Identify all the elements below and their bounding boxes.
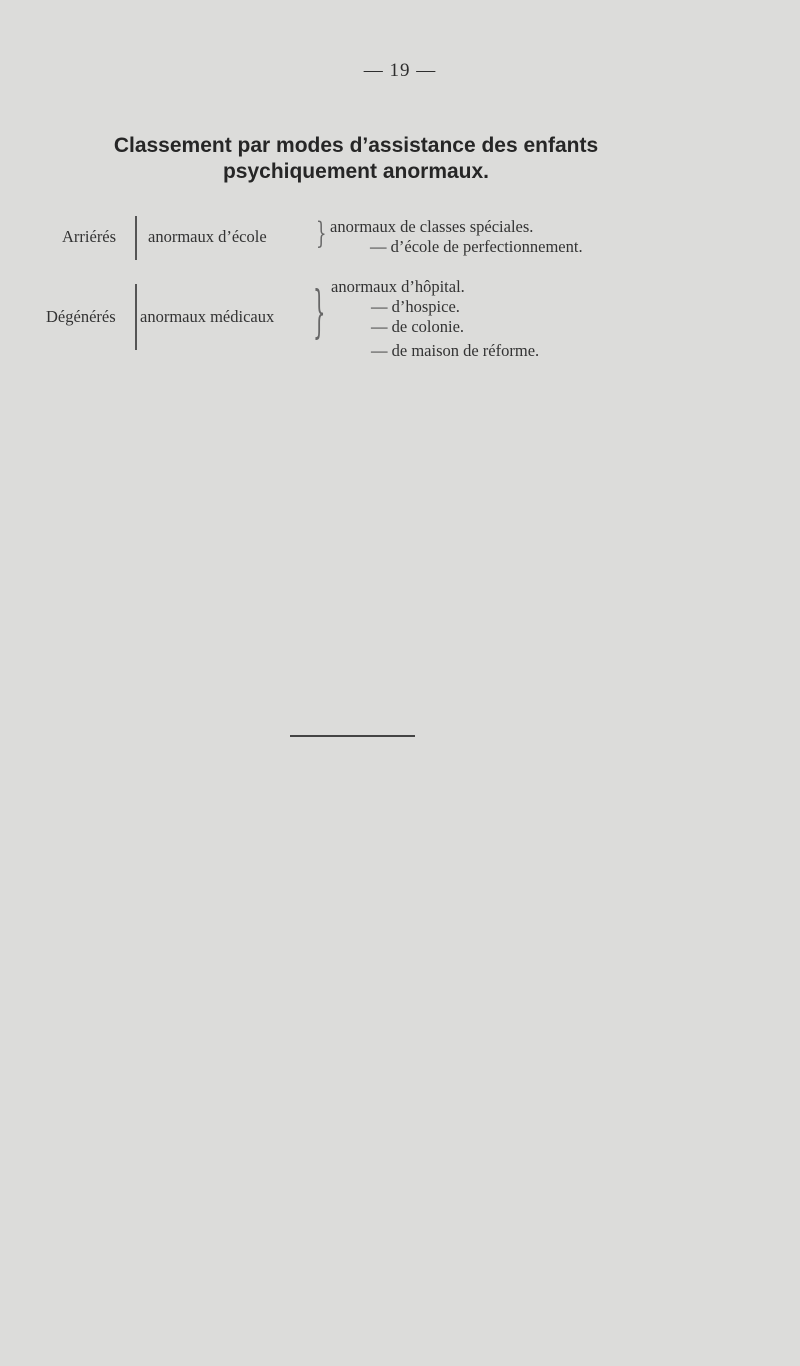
brace-group-1: } xyxy=(316,216,327,251)
title-line-1: Classement par modes d’assistance des enfants xyxy=(113,134,599,157)
item-hospice: — d’hospice. xyxy=(371,297,460,316)
item-maison-reforme: — de maison de réforme. xyxy=(371,341,540,360)
item-classes-speciales: anormaux de classes spéciales. xyxy=(330,217,534,236)
category-divider-2 xyxy=(135,284,137,350)
section-rule xyxy=(290,735,415,737)
title-line-2: psychiquement anormaux. xyxy=(222,160,490,183)
page-title xyxy=(0,133,712,185)
item-hopital: anormaux d’hôpital. xyxy=(331,277,465,296)
item-ecole-perfectionnement: — d’école de perfectionnement. xyxy=(370,237,583,256)
item-colonie: — de colonie. xyxy=(371,317,465,336)
brace-group-2: } xyxy=(313,280,326,345)
category-arrieres: Arriérés xyxy=(62,227,117,246)
subcategory-anormaux-medicaux: anormaux médicaux xyxy=(140,307,275,326)
category-degeneres: Dégénérés xyxy=(46,307,116,326)
category-divider-1 xyxy=(135,216,137,260)
page-number: — 19 — xyxy=(363,60,437,81)
subcategory-anormaux-ecole: anormaux d’école xyxy=(148,227,267,246)
